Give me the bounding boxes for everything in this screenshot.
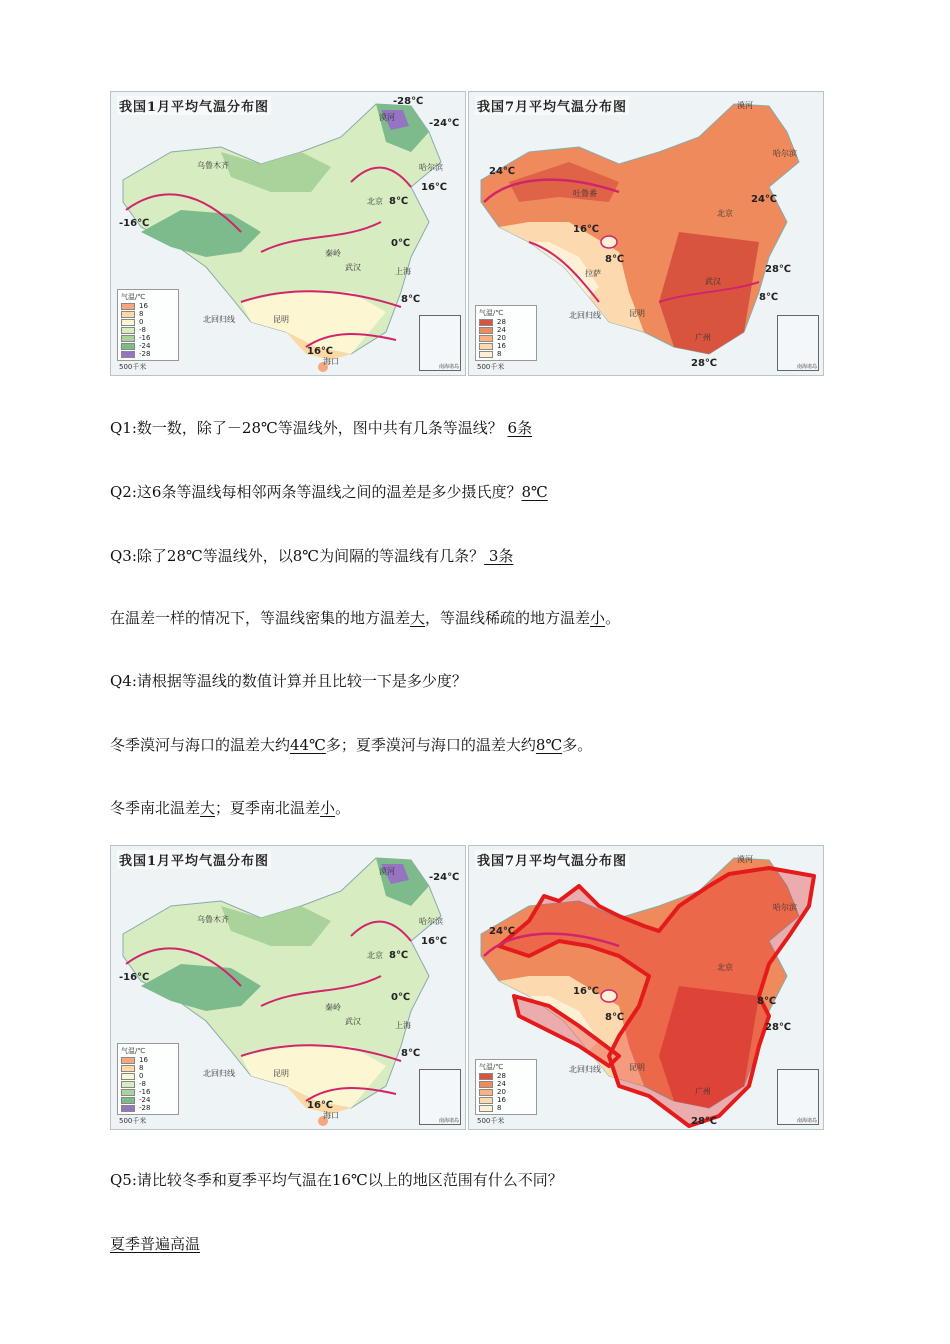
map-scale: 500千米 (119, 1117, 147, 1125)
blank-answer: 大 (410, 609, 426, 627)
isotherm-label: -24℃ (429, 118, 460, 129)
temperature-maps-figure-2 (110, 845, 824, 1130)
answer-4-conclusion: 冬季南北温差大；夏季南北温差小。 (110, 799, 351, 817)
legend-swatch (479, 327, 493, 334)
map-scale: 500千米 (477, 1117, 505, 1125)
city-label: 广州 (695, 1087, 711, 1096)
map-scale: 500千米 (119, 363, 147, 371)
july-temperature-map (468, 91, 824, 376)
isotherm-label: 16℃ (573, 224, 600, 235)
legend-swatch (479, 351, 493, 358)
city-label: 漠河 (379, 867, 395, 876)
city-label: 昆明 (273, 1069, 289, 1078)
isotherm-label: 8℃ (759, 292, 779, 303)
temperature-maps-figure-1 (110, 91, 824, 376)
question-3: Q3:除了28℃等温线外，以8℃为间隔的等温线有几条？ 3条 (110, 547, 514, 565)
city-label: 北回归线 (569, 311, 601, 320)
isotherm-label: 0℃ (391, 238, 411, 249)
january-legend: 气温/℃ 16 8 0 -8 -16 -24 -28 (117, 289, 179, 361)
city-label: 北京 (717, 963, 733, 972)
inset-label: 南海诸岛 (438, 1118, 459, 1124)
january-temperature-map (110, 91, 466, 376)
january-temperature-map (110, 845, 466, 1130)
isotherm-label: 8℃ (401, 294, 421, 305)
isotherm-label: 28℃ (691, 358, 718, 369)
city-label: 拉萨 (585, 269, 601, 278)
legend-swatch (121, 319, 135, 326)
isotherm-label: 8℃ (757, 996, 777, 1007)
legend-swatch (121, 311, 135, 318)
city-label: 昆明 (629, 309, 645, 318)
isotherm-label: 8℃ (389, 196, 409, 207)
city-label: 哈尔滨 (773, 903, 797, 912)
city-label: 哈尔滨 (773, 149, 797, 158)
city-label: 武汉 (345, 263, 361, 272)
legend-swatch (121, 327, 135, 334)
inset-label: 南海诸岛 (796, 364, 817, 370)
city-label: 哈尔滨 (419, 917, 443, 926)
city-label: 乌鲁木齐 (197, 161, 229, 170)
legend-swatch (479, 1105, 493, 1112)
isotherm-label: 16℃ (307, 346, 334, 357)
legend-swatch (121, 1089, 135, 1096)
legend-swatch (479, 1073, 493, 1080)
question-2: Q2:这6条等温线每相邻两条等温线之间的温差是多少摄氏度？8℃ (110, 483, 548, 501)
blank-answer: 大 (200, 799, 216, 817)
city-label: 广州 (695, 333, 711, 342)
city-label: 武汉 (345, 1017, 361, 1026)
city-label: 吐鲁番 (573, 189, 597, 198)
city-label: 上海 (395, 267, 411, 276)
city-label: 漠河 (737, 101, 753, 110)
isotherm-label: 28℃ (691, 1116, 718, 1127)
city-label: 上海 (395, 1021, 411, 1030)
city-label: 北回归线 (203, 315, 235, 324)
city-label: 秦岭 (325, 1003, 341, 1012)
legend-swatch (479, 343, 493, 350)
answer-3: 3条 (484, 547, 514, 565)
isotherm-label: 16℃ (573, 986, 600, 997)
city-label: 北京 (367, 197, 383, 206)
legend-swatch (479, 335, 493, 342)
city-label: 北回归线 (569, 1065, 601, 1074)
legend-swatch (121, 1081, 135, 1088)
city-label: 昆明 (629, 1063, 645, 1072)
isotherm-label: 28℃ (765, 1022, 792, 1033)
city-label: 漠河 (379, 113, 395, 122)
city-label: 武汉 (705, 277, 721, 286)
isotherm-label: 16℃ (421, 182, 448, 193)
isotherm-label: 8℃ (605, 1012, 625, 1023)
legend-swatch (121, 1057, 135, 1064)
isotherm-label: 24℃ (489, 926, 516, 937)
isotherm-label: -28℃ (393, 96, 424, 107)
january-map-title: 我国1月平均气温分布图 (117, 850, 271, 869)
statement-density: 在温差一样的情况下，等温线密集的地方温差大，等温线稀疏的地方温差小。 (110, 609, 621, 627)
legend-swatch (121, 343, 135, 350)
inset-label: 南海诸岛 (438, 364, 459, 370)
isotherm-label: 0℃ (391, 992, 411, 1003)
isotherm-label: 28℃ (765, 264, 792, 275)
city-label: 漠河 (737, 855, 753, 864)
answer-5: 夏季普遍高温 (110, 1235, 201, 1253)
city-label: 昆明 (273, 315, 289, 324)
july-map-title: 我国7月平均气温分布图 (475, 96, 629, 115)
isotherm-label: 8℃ (605, 254, 625, 265)
blank-answer: 小 (320, 799, 336, 817)
city-label: 北京 (367, 951, 383, 960)
legend-swatch (121, 1065, 135, 1072)
blank-answer: 8℃ (535, 736, 563, 754)
legend-swatch (121, 1105, 135, 1112)
july-temperature-map-highlighted (468, 845, 824, 1130)
answer-4-temperature-diff: 冬季漠河与海口的温差大约44℃多；夏季漠河与海口的温差大约8℃多。 (110, 736, 593, 754)
legend-swatch (121, 351, 135, 358)
isotherm-label: 16℃ (421, 936, 448, 947)
question-1: Q1:数一数，除了－28℃等温线外，图中共有几条等温线？ 6条 (110, 419, 533, 437)
legend-swatch (121, 303, 135, 310)
legend-swatch (121, 335, 135, 342)
question-5: Q5:请比较冬季和夏季平均气温在16℃以上的地区范围有什么不同？ (110, 1171, 563, 1189)
legend-swatch (479, 319, 493, 326)
isotherm-label: 16℃ (307, 1100, 334, 1111)
isotherm-label: -24℃ (429, 872, 460, 883)
blank-answer: 44℃ (290, 736, 326, 754)
july-legend: 气温/℃ 28 24 20 16 8 (475, 1059, 537, 1115)
isotherm-label: -16℃ (119, 218, 150, 229)
answer-1: 6条 (507, 419, 533, 437)
isotherm-label: 24℃ (751, 194, 778, 205)
january-map-title: 我国1月平均气温分布图 (117, 96, 271, 115)
map-scale: 500千米 (477, 363, 505, 371)
july-legend: 气温/℃ 28 24 20 16 8 (475, 305, 537, 361)
july-map-title: 我国7月平均气温分布图 (475, 850, 629, 869)
inset-label: 南海诸岛 (796, 1118, 817, 1124)
legend-swatch (479, 1089, 493, 1096)
january-legend: 气温/℃ 16 8 0 -8 -16 -24 -28 (117, 1043, 179, 1115)
legend-swatch (121, 1097, 135, 1104)
isotherm-label: 24℃ (489, 166, 516, 177)
city-label: 北京 (717, 209, 733, 218)
isotherm-label: 8℃ (401, 1048, 421, 1059)
city-label: 海口 (323, 1111, 339, 1120)
city-label: 秦岭 (325, 249, 341, 258)
legend-swatch (479, 1097, 493, 1104)
question-4: Q4:请根据等温线的数值计算并且比较一下是多少度？ (110, 672, 467, 690)
answer-2: 8℃ (521, 483, 548, 501)
city-label: 哈尔滨 (419, 163, 443, 172)
blank-answer: 小 (590, 609, 606, 627)
isotherm-label: -16℃ (119, 972, 150, 983)
legend-swatch (479, 1081, 493, 1088)
city-label: 乌鲁木齐 (197, 915, 229, 924)
legend-swatch (121, 1073, 135, 1080)
city-label: 海口 (323, 357, 339, 366)
city-label: 北回归线 (203, 1069, 235, 1078)
isotherm-label: 8℃ (389, 950, 409, 961)
